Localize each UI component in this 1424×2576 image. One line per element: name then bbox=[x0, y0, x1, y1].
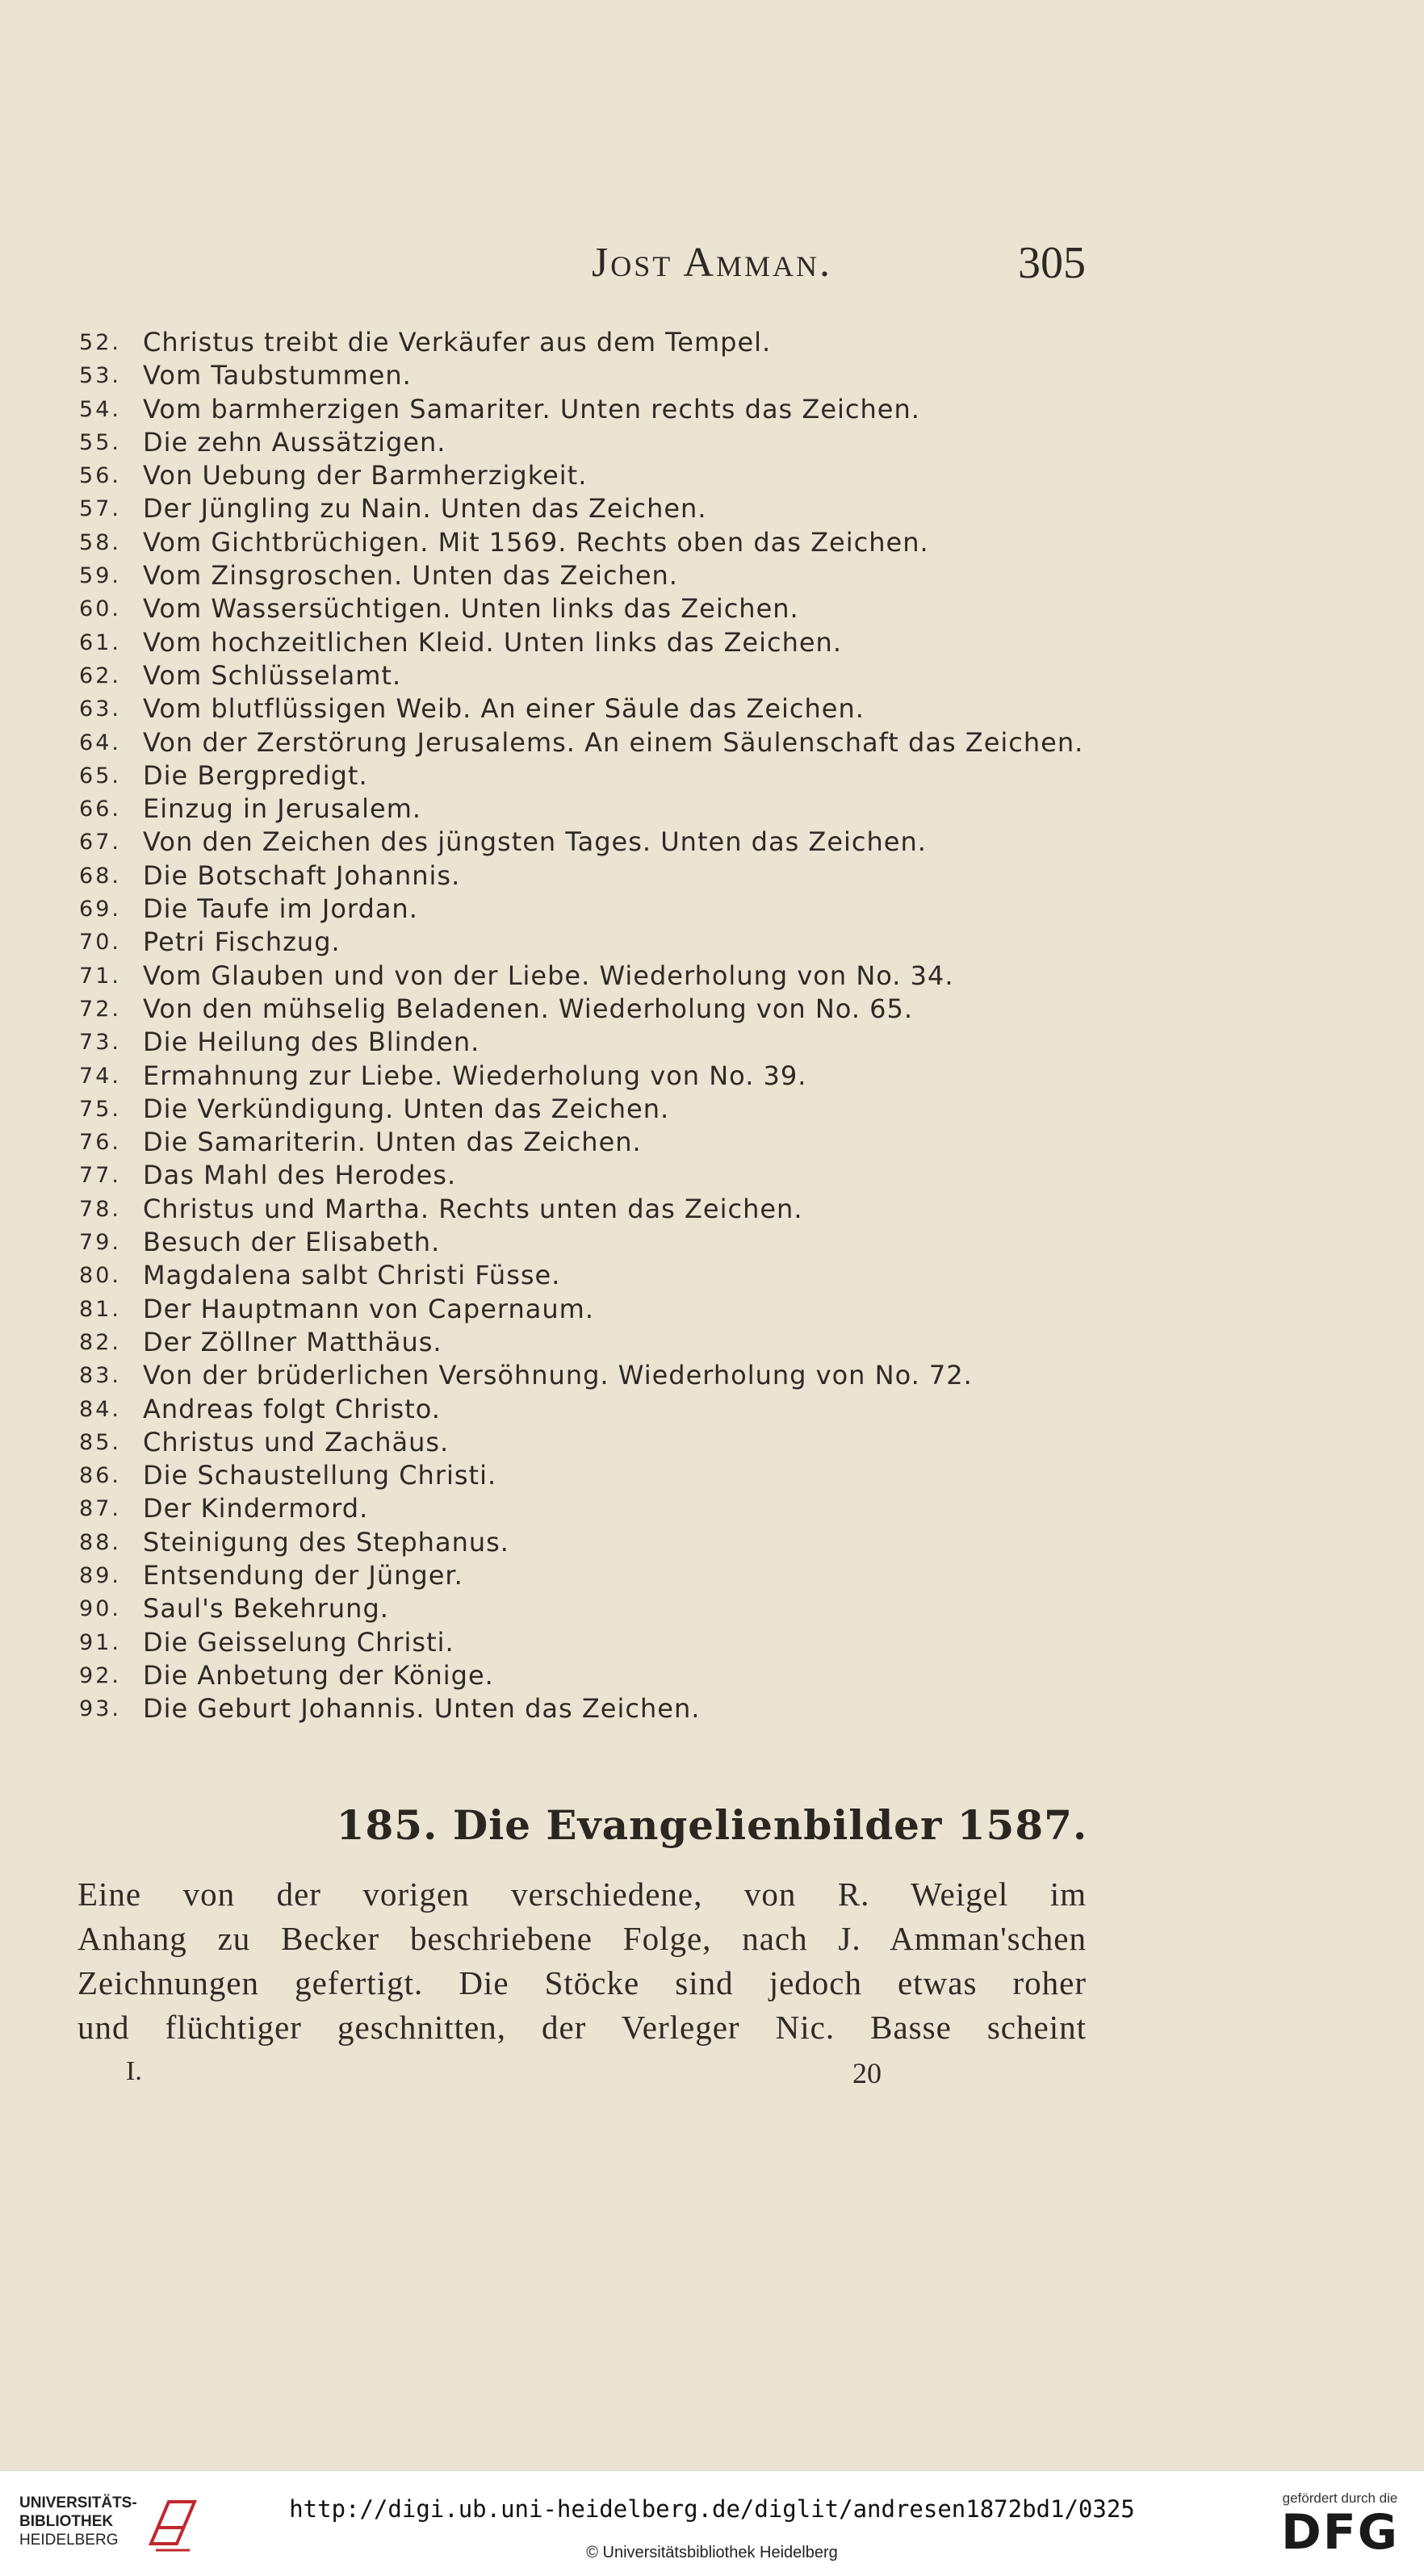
entry-number: 58. bbox=[79, 529, 121, 555]
entry-number: 85. bbox=[79, 1429, 121, 1455]
entry-number: 73. bbox=[79, 1030, 121, 1056]
entry-text: Vom blutflüssigen Weib. An einer Säule das Zeichen. bbox=[143, 693, 865, 725]
body-line: Zeichnungen gefertigt. Die Stöcke sind jedoch etwas roher bbox=[77, 1964, 1087, 2001]
entry-text: Die zehn Aussätzigen. bbox=[143, 426, 446, 458]
entry-text: Von den mühselig Beladenen. Wiederholung von No. 65. bbox=[143, 993, 914, 1024]
entry-text: Vom Taubstummen. bbox=[143, 360, 412, 391]
entry-number: 71. bbox=[79, 963, 121, 989]
list-item bbox=[73, 1492, 1090, 1525]
list-item bbox=[73, 826, 1090, 859]
entry-text: Vom Gichtbrüchigen. Mit 1569. Rechts oben das Zeichen. bbox=[143, 526, 929, 558]
list-item bbox=[73, 1459, 1090, 1492]
entry-number: 65. bbox=[79, 763, 121, 788]
list-item bbox=[73, 1526, 1090, 1559]
list-item bbox=[73, 1026, 1090, 1059]
entry-number: 88. bbox=[79, 1529, 121, 1555]
list-item bbox=[73, 559, 1090, 592]
entry-text: Die Heilung des Blinden. bbox=[143, 1027, 480, 1058]
entry-text: Christus und Martha. Rechts unten das Zeichen. bbox=[143, 1193, 803, 1224]
page-number: 305 bbox=[1018, 238, 1086, 288]
list-item bbox=[73, 960, 1090, 993]
entry-text: Saul's Bekehrung. bbox=[143, 1593, 389, 1625]
library-name-line: UNIVERSITÄTS- bbox=[19, 2494, 137, 2511]
entry-number: 84. bbox=[79, 1396, 121, 1422]
entry-number: 86. bbox=[79, 1463, 121, 1489]
entry-text: Steinigung des Stephanus. bbox=[143, 1526, 509, 1558]
entry-text: Vom Wassersüchtigen. Unten links das Zeichen. bbox=[143, 593, 799, 625]
entry-number: 66. bbox=[79, 797, 121, 822]
entry-text: Andreas folgt Christo. bbox=[143, 1393, 441, 1424]
list-item bbox=[73, 592, 1090, 625]
entry-number: 70. bbox=[79, 930, 121, 956]
entry-text: Die Geisselung Christi. bbox=[143, 1626, 454, 1658]
entry-text: Der Zöllner Matthäus. bbox=[143, 1326, 442, 1357]
list-item bbox=[73, 993, 1090, 1026]
entry-number: 91. bbox=[79, 1629, 121, 1655]
list-item bbox=[73, 926, 1090, 959]
body-line: Anhang zu Becker beschriebene Folge, nach J. Amman'schen bbox=[77, 1920, 1087, 1957]
entry-text: Von der brüderlichen Versöhnung. Wiederholung von No. 72. bbox=[143, 1360, 973, 1391]
list-item bbox=[73, 859, 1090, 893]
entry-text: Entsendung der Jünger. bbox=[143, 1559, 463, 1591]
entry-text: Vom hochzeitlichen Kleid. Unten links das Zeichen. bbox=[143, 626, 842, 658]
list-item bbox=[73, 359, 1090, 392]
entry-number: 87. bbox=[79, 1496, 121, 1522]
entry-number: 53. bbox=[79, 363, 121, 389]
permalink-url[interactable]: http://digi.ub.uni-heidelberg.de/diglit/andresen1872bd1/0325 bbox=[289, 2495, 1135, 2523]
entry-text: Der Kindermord. bbox=[143, 1493, 369, 1524]
list-item bbox=[73, 1559, 1090, 1592]
entry-text: Ermahnung zur Liebe. Wiederholung von No. 39. bbox=[143, 1060, 807, 1091]
entry-number: 77. bbox=[79, 1163, 121, 1189]
entry-number: 80. bbox=[79, 1263, 121, 1289]
entry-number: 57. bbox=[79, 496, 121, 522]
entry-number: 74. bbox=[79, 1063, 121, 1089]
funder-logo[interactable] bbox=[1275, 2490, 1405, 2561]
entry-text: Die Verkündigung. Unten das Zeichen. bbox=[143, 1093, 670, 1124]
list-item bbox=[73, 726, 1090, 759]
list-item bbox=[73, 1692, 1090, 1725]
library-name-line: HEIDELBERG bbox=[19, 2532, 119, 2549]
list-item bbox=[73, 1592, 1090, 1625]
entry-text: Die Taufe im Jordan. bbox=[143, 893, 418, 925]
entry-text: Vom Zinsgroschen. Unten das Zeichen. bbox=[143, 560, 678, 592]
entry-text: Magdalena salbt Christi Füsse. bbox=[143, 1260, 561, 1291]
section-title: 185. Die Evangelienbilder 1587. bbox=[336, 1801, 1088, 1849]
body-line: und flüchtiger geschnitten, der Verleger Nic. Basse scheint bbox=[77, 2009, 1087, 2046]
entry-number: 54. bbox=[79, 396, 121, 422]
entry-number: 69. bbox=[79, 897, 121, 922]
list-item bbox=[73, 792, 1090, 826]
entry-text: Die Geburt Johannis. Unten das Zeichen. bbox=[143, 1693, 701, 1725]
list-item bbox=[73, 1093, 1090, 1126]
entry-number: 61. bbox=[79, 629, 121, 655]
entry-number: 55. bbox=[79, 429, 121, 455]
dfg-logo-icon: DFG bbox=[1280, 2504, 1400, 2561]
list-item bbox=[73, 1626, 1090, 1659]
sheet-signature: I. bbox=[126, 2056, 142, 2086]
entry-text: Christus und Zachäus. bbox=[143, 1426, 450, 1457]
entry-text: Vom barmherzigen Samariter. Unten rechts das Zeichen. bbox=[143, 393, 920, 424]
catalogue-list bbox=[73, 326, 1090, 1725]
entry-number: 92. bbox=[79, 1662, 121, 1688]
list-item bbox=[73, 759, 1090, 792]
list-item bbox=[73, 1659, 1090, 1692]
entry-number: 82. bbox=[79, 1329, 121, 1355]
entry-number: 56. bbox=[79, 463, 121, 489]
list-item bbox=[73, 692, 1090, 726]
list-item bbox=[73, 1193, 1090, 1226]
entry-number: 83. bbox=[79, 1363, 121, 1389]
entry-number: 93. bbox=[79, 1696, 121, 1722]
list-item bbox=[73, 393, 1090, 426]
list-item bbox=[73, 1159, 1090, 1192]
entry-text: Die Schaustellung Christi. bbox=[143, 1460, 497, 1491]
list-item bbox=[73, 1326, 1090, 1359]
entry-text: Die Bergpredigt. bbox=[143, 759, 368, 791]
list-item bbox=[73, 1359, 1090, 1392]
entry-text: Die Anbetung der Könige. bbox=[143, 1659, 494, 1691]
list-item bbox=[73, 1259, 1090, 1292]
list-item bbox=[73, 459, 1090, 492]
entry-number: 64. bbox=[79, 730, 121, 755]
entry-number: 62. bbox=[79, 663, 121, 688]
entry-text: Von Uebung der Barmherzigkeit. bbox=[143, 460, 588, 491]
entry-text: Von den Zeichen des jüngsten Tages. Unten das Zeichen. bbox=[143, 826, 927, 858]
running-header-author: Jost Amman. bbox=[592, 240, 832, 286]
list-item bbox=[73, 326, 1090, 359]
list-item bbox=[73, 426, 1090, 459]
entry-number: 72. bbox=[79, 996, 121, 1022]
entry-number: 52. bbox=[79, 330, 121, 355]
entry-number: 78. bbox=[79, 1196, 121, 1222]
list-item bbox=[73, 893, 1090, 926]
entry-number: 63. bbox=[79, 696, 121, 722]
entry-text: Besuch der Elisabeth. bbox=[143, 1227, 441, 1258]
list-item bbox=[73, 492, 1090, 525]
entry-text: Einzug in Jerusalem. bbox=[143, 793, 422, 825]
entry-text: Petri Fischzug. bbox=[143, 926, 341, 958]
entry-text: Christus treibt die Verkäufer aus dem Tempel. bbox=[143, 327, 772, 358]
entry-text: Die Samariterin. Unten das Zeichen. bbox=[143, 1127, 642, 1158]
entry-number: 60. bbox=[79, 596, 121, 622]
entry-number: 75. bbox=[79, 1096, 121, 1122]
list-item bbox=[73, 526, 1090, 559]
entry-text: Vom Schlüsselamt. bbox=[143, 659, 402, 691]
body-paragraph bbox=[77, 1872, 1087, 2050]
entry-text: Von der Zerstörung Jerusalems. An einem Säulenschaft das Zeichen. bbox=[143, 726, 1084, 758]
list-item bbox=[73, 626, 1090, 659]
entry-number: 81. bbox=[79, 1296, 121, 1322]
viewer-footer bbox=[0, 2470, 1424, 2576]
library-name-line: BIBLIOTHEK bbox=[19, 2513, 114, 2530]
list-item bbox=[73, 1126, 1090, 1159]
sheet-number: 20 bbox=[852, 2057, 882, 2089]
entry-text: Der Jüngling zu Nain. Unten das Zeichen. bbox=[143, 493, 707, 525]
entry-number: 68. bbox=[79, 863, 121, 889]
entry-text: Vom Glauben und von der Liebe. Wiederholung von No. 34. bbox=[143, 960, 954, 991]
entry-number: 89. bbox=[79, 1562, 121, 1588]
entry-number: 90. bbox=[79, 1596, 121, 1622]
entry-text: Der Hauptmann von Capernaum. bbox=[143, 1293, 595, 1324]
entry-number: 79. bbox=[79, 1230, 121, 1256]
entry-text: Die Botschaft Johannis. bbox=[143, 859, 461, 891]
entry-number: 59. bbox=[79, 563, 121, 589]
list-item bbox=[73, 1293, 1090, 1326]
list-item bbox=[73, 1426, 1090, 1459]
entry-number: 67. bbox=[79, 830, 121, 855]
entry-number: 76. bbox=[79, 1130, 121, 1156]
copyright-notice: © Universitätsbibliothek Heidelberg bbox=[586, 2544, 838, 2561]
list-item bbox=[73, 1060, 1090, 1093]
body-line: Eine von der vorigen verschiedene, von R. Weigel im bbox=[77, 1876, 1087, 1913]
entry-text: Das Mahl des Herodes. bbox=[143, 1160, 457, 1191]
list-item bbox=[73, 1393, 1090, 1426]
funding-label: gefördert durch die bbox=[1282, 2490, 1398, 2506]
list-item bbox=[73, 659, 1090, 692]
list-item bbox=[73, 1226, 1090, 1259]
